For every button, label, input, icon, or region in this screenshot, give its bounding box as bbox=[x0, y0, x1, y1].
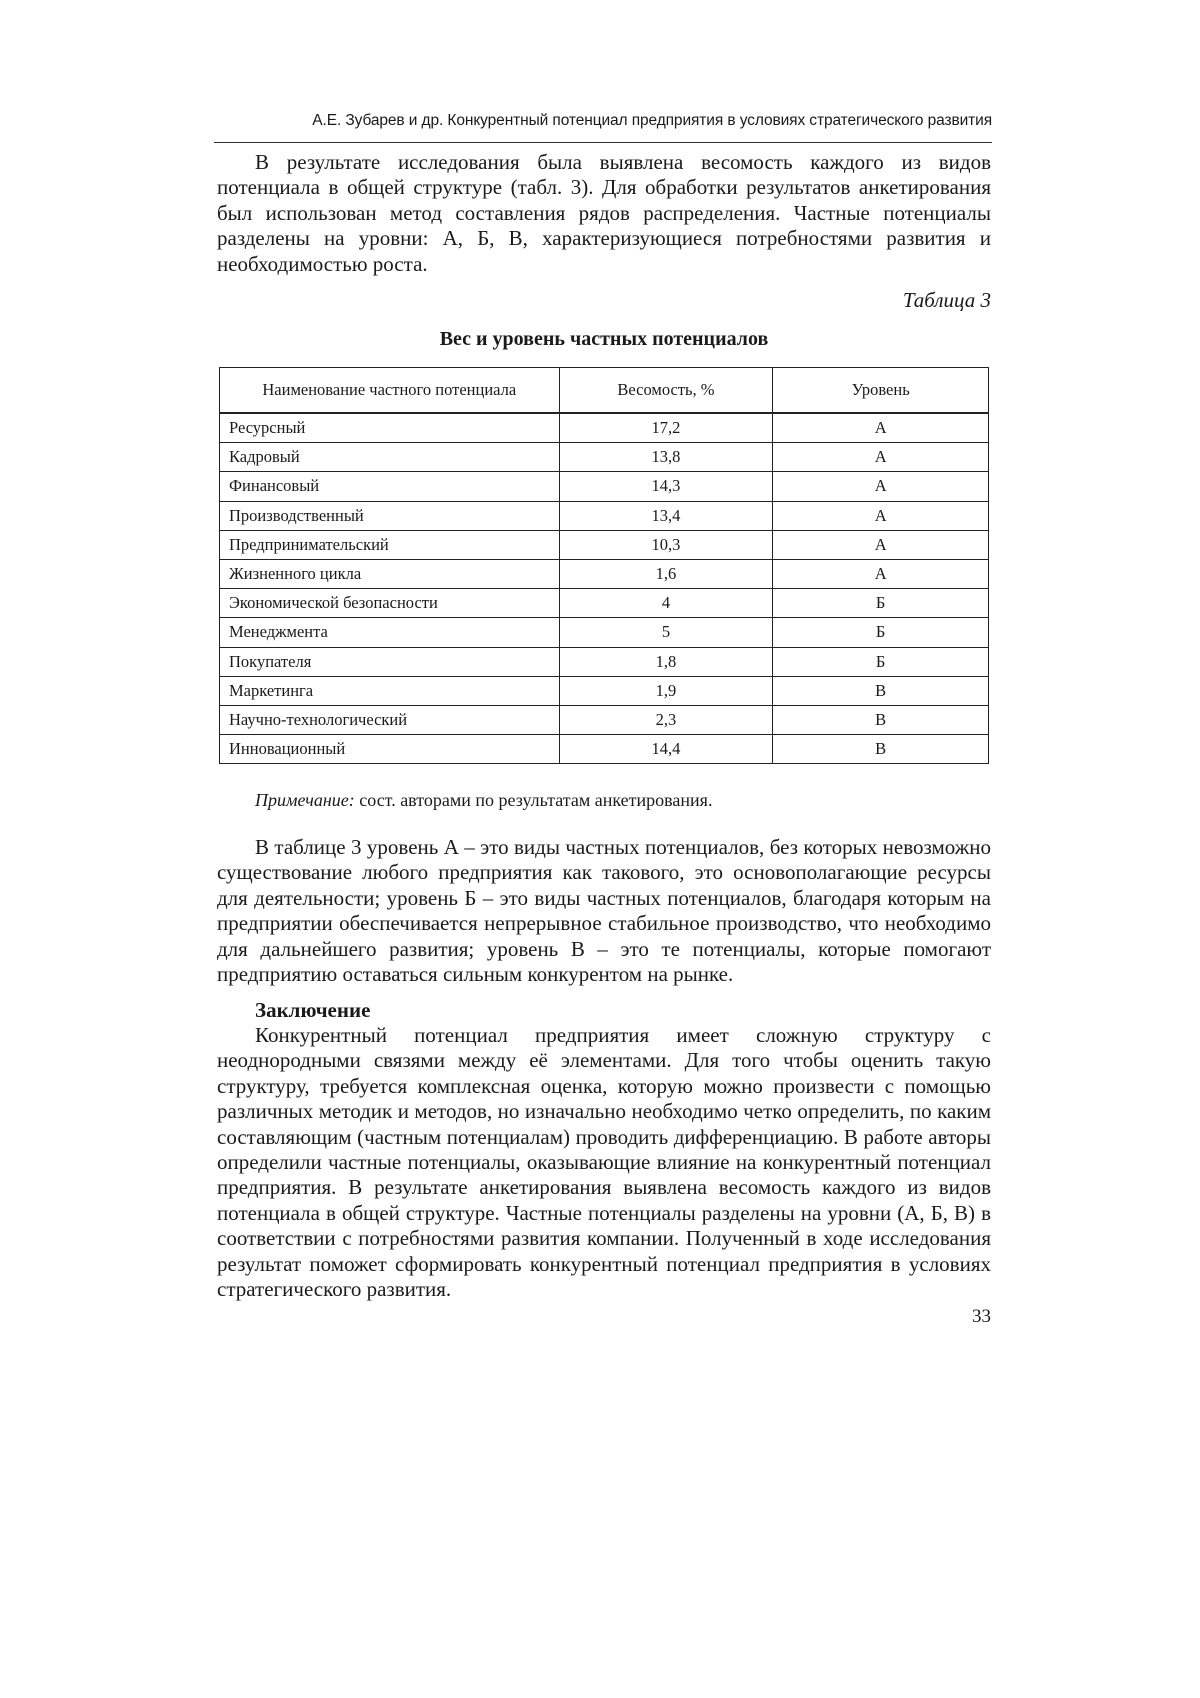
page-number: 33 bbox=[972, 1306, 991, 1327]
potential-weight: 1,9 bbox=[559, 676, 773, 705]
table-label: Таблица 3 bbox=[902, 288, 991, 312]
potential-name: Жизненного цикла bbox=[220, 559, 560, 588]
potential-weight: 14,4 bbox=[559, 735, 773, 764]
potential-name: Научно-технологический bbox=[220, 705, 560, 734]
potential-name: Ресурсный bbox=[220, 413, 560, 443]
potential-name: Маркетинга bbox=[220, 676, 560, 705]
potential-name: Производственный bbox=[220, 501, 560, 530]
conclusion-heading: Заключение bbox=[255, 998, 371, 1022]
after-table-paragraph: В таблице 3 уровень А – это виды частных потенциалов, без которых невозможно существование любого предприятия как такового, это основополагающие ресурсы для деятельности; уровень Б – это виды частных потенциалов, благодаря которым на предприятии обеспечивается непрерывное стабильное производство, что необходимо для дальнейшего развития; уровень В – это те потенциалы, которые помогают предприятию оставаться сильным конкурентом на рынке. bbox=[217, 835, 991, 987]
table-note bbox=[255, 790, 712, 811]
potential-level: Б bbox=[773, 618, 989, 647]
potential-level: В bbox=[773, 676, 989, 705]
potentials-table bbox=[219, 367, 989, 764]
potential-weight: 13,8 bbox=[559, 443, 773, 472]
potential-weight: 1,8 bbox=[559, 647, 773, 676]
potential-level: В bbox=[773, 735, 989, 764]
potential-level: А bbox=[773, 530, 989, 559]
table-row bbox=[220, 735, 989, 764]
potential-weight: 13,4 bbox=[559, 501, 773, 530]
potential-level: Б bbox=[773, 589, 989, 618]
table-note-label: Примечание: bbox=[255, 790, 355, 810]
column-header-level: Уровень bbox=[773, 368, 989, 414]
potential-name: Инновационный bbox=[220, 735, 560, 764]
potential-name: Финансовый bbox=[220, 472, 560, 501]
potential-name: Экономической безопасности bbox=[220, 589, 560, 618]
potential-weight: 14,3 bbox=[559, 472, 773, 501]
table-row bbox=[220, 676, 989, 705]
potential-level: А bbox=[773, 559, 989, 588]
table-note-text: сост. авторами по результатам анкетирования. bbox=[354, 790, 713, 810]
potential-level: А bbox=[773, 443, 989, 472]
column-header-name: Наименование частного потенциала bbox=[220, 368, 560, 414]
potential-weight: 10,3 bbox=[559, 530, 773, 559]
potential-weight: 5 bbox=[559, 618, 773, 647]
table-row bbox=[220, 647, 989, 676]
potential-level: В bbox=[773, 705, 989, 734]
table-row bbox=[220, 705, 989, 734]
table-row bbox=[220, 618, 989, 647]
potential-weight: 2,3 bbox=[559, 705, 773, 734]
conclusion-section bbox=[217, 1023, 991, 1302]
intro-paragraph: В результате исследования была выявлена весомость каждого из видов потенциала в общей структуре (табл. 3). Для обработки результатов анкетирования был использован метод составления рядов распределения. Частные потенциалы разделены на уровни: А, Б, В, характеризующиеся потребностями развития и необходимостью роста. bbox=[217, 150, 991, 276]
table-title: Вес и уровень частных потенциалов bbox=[439, 328, 769, 350]
potential-level: А bbox=[773, 413, 989, 443]
potential-name: Менеджмента bbox=[220, 618, 560, 647]
table-row bbox=[220, 443, 989, 472]
potential-name: Покупателя bbox=[220, 647, 560, 676]
intro-section bbox=[217, 150, 991, 277]
table-row bbox=[220, 413, 989, 443]
table-row bbox=[220, 472, 989, 501]
potential-weight: 1,6 bbox=[559, 559, 773, 588]
table-row bbox=[220, 559, 989, 588]
potential-name: Кадровый bbox=[220, 443, 560, 472]
potential-level: А bbox=[773, 472, 989, 501]
potential-level: Б bbox=[773, 647, 989, 676]
table-row bbox=[220, 530, 989, 559]
potential-level: А bbox=[773, 501, 989, 530]
after-table-section bbox=[217, 835, 991, 987]
table-row bbox=[220, 501, 989, 530]
running-header: А.Е. Зубарев и др. Конкурентный потенциал предприятия в условиях стратегического развития bbox=[312, 112, 992, 129]
potential-weight: 17,2 bbox=[559, 413, 773, 443]
potential-weight: 4 bbox=[559, 589, 773, 618]
conclusion-paragraph: Конкурентный потенциал предприятия имеет сложную структуру с неоднородными связями между её элементами. Для того чтобы оценить такую структуру, требуется комплексная оценка, которую можно произвести с помощью различных методик и методов, но изначально необходимо четко определить, по каким составляющим (частным потенциалам) проводить дифференциацию. В работе авторы определили частные потенциалы, оказывающие влияние на конкурентный потенциал предприятия. В результате анкетирования выявлена весомость каждого из видов потенциала в общей структуре. Частные потенциалы разделены на уровни (А, Б, В) в соответствии с потребностями развития компании. Полученный в ходе исследования результат поможет сформировать конкурентный потенциал предприятия в условиях стратегического развития. bbox=[217, 1023, 991, 1302]
header-rule bbox=[214, 142, 992, 143]
table-header-row bbox=[220, 368, 989, 414]
potential-name: Предпринимательский bbox=[220, 530, 560, 559]
table-row bbox=[220, 589, 989, 618]
column-header-weight: Весомость, % bbox=[559, 368, 773, 414]
